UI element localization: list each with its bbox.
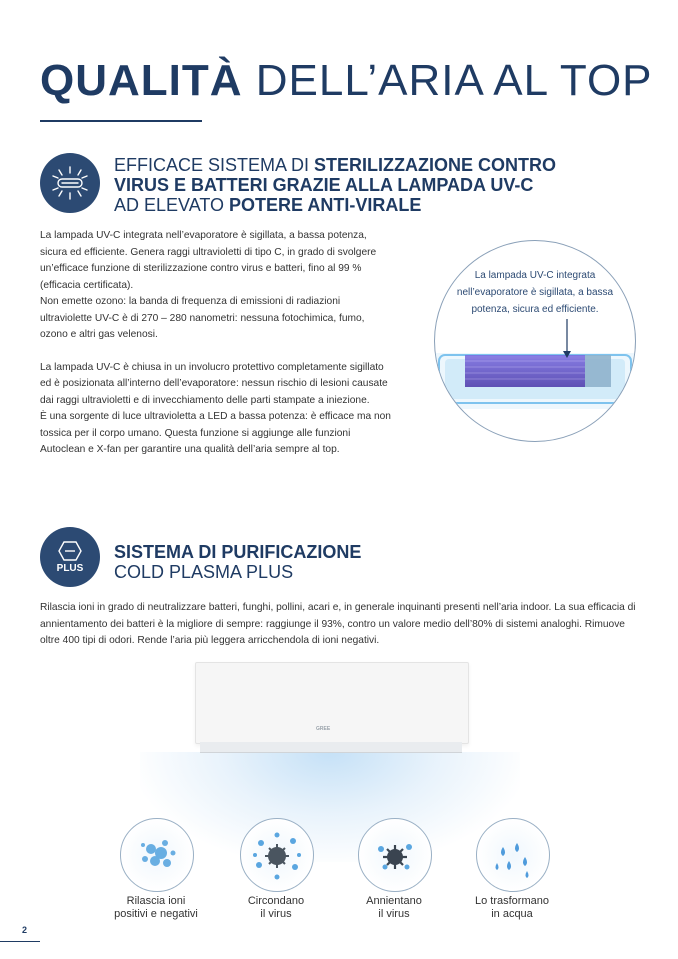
airflow-glow — [140, 752, 520, 862]
ions-icon — [121, 819, 193, 891]
step-4-line-2: in acqua — [491, 908, 533, 920]
water-drops-icon — [477, 819, 549, 891]
step-bubble-destroy — [358, 818, 432, 892]
page-number: 2 — [22, 925, 28, 935]
plasma-paragraph: Rilascia ioni in grado di neutralizzare batteri, funghi, pollini, acari e, in generale inquinanti presenti nell’aria indoor. La sua efficacia di annientamento dei batteri è la migliore di sempre: raggiunge il 93%, contro un valore medio dell’80% di sistemi analoghi. Rimuove oltre 400 tipi di odori. Rende l’aria più leggera arricchendola di ioni negativi. — [40, 602, 636, 646]
virus-destroyed-icon — [359, 819, 431, 891]
step-2-line-2: il virus — [260, 908, 292, 920]
plasma-heading — [114, 542, 514, 582]
air-conditioner-vent — [200, 742, 462, 753]
step-bubble-surround — [240, 818, 314, 892]
step-bubble-ions — [120, 818, 194, 892]
uvc-paragraph-3: La lampada UV-C è chiusa in un involucro protettivo completamente sigillato ed è posizionata all’interno dell’evaporatore: nessun rischio di lesioni causate dai raggi ultravioletti e di invecchiamento delle parti stampate a iniezione. — [40, 361, 388, 406]
step-2-line-1: Circondano — [247, 895, 305, 907]
plasma-hexagon-icon — [58, 541, 82, 561]
evaporator-drawing — [435, 241, 635, 441]
uvc-heading-l1-light: EFFICACE SISTEMA DI — [114, 155, 315, 175]
uvc-body — [40, 228, 392, 459]
plasma-plus-icon — [40, 527, 100, 587]
step-3-line-2: il virus — [378, 908, 410, 920]
uvc-heading-l2: VIRUS E BATTERI GRAZIE ALLA LAMPADA UV-C — [114, 175, 534, 195]
air-conditioner-unit — [195, 662, 469, 744]
step-1-line-1: Rilascia ioni — [126, 895, 186, 907]
uvc-heading-l3-light: AD ELEVATO — [114, 195, 230, 215]
title-underline — [40, 120, 202, 122]
uvc-heading-l3-bold: POTERE ANTI-VIRALE — [229, 195, 422, 215]
step-caption-surround — [221, 895, 331, 921]
virus-surrounded-icon — [241, 819, 313, 891]
plasma-heading-light: COLD PLASMA PLUS — [114, 562, 294, 582]
uvc-callout-text: La lampada UV-C integrata nell’evaporatore è sigillata, a bassa potenza, sicura ed efficiente. — [456, 270, 614, 315]
uvc-paragraph-1: La lampada UV-C integrata nell’evaporatore è sigillata, a bassa potenza, sicura ed efficiente. Genera raggi ultravioletti di tipo C, in grado di svolgere un’efficace funzione di sterilizzazione contro virus e batteri, fino al 99 % (efficacia certificata). — [40, 230, 377, 291]
uvc-heading-l1-bold: STERILIZZAZIONE CONTRO — [314, 155, 557, 175]
step-1-line-2: positivi e negativi — [114, 908, 198, 920]
step-3-line-1: Annientano — [366, 895, 422, 907]
uvc-paragraph-4: È una sorgente di luce ultravioletta a LED a bassa potenza: è efficace ma non tossica per il corpo umano. Questa funzione si aggiunge alle funzioni Autoclean e X-fan per garantire una qualità dell’aria sempre al top. — [40, 411, 391, 455]
page-title-bold: QUALITÀ — [40, 56, 243, 105]
step-caption-destroy — [339, 895, 449, 921]
step-caption-ions — [101, 895, 211, 921]
page-title — [40, 56, 653, 106]
plasma-plus-label: PLUS — [56, 562, 84, 574]
page-number-rule — [0, 941, 40, 942]
uvc-lamp-illustration — [434, 240, 636, 442]
plasma-heading-bold: SISTEMA DI PURIFICAZIONE — [114, 542, 362, 562]
step-4-line-1: Lo trasformano — [475, 895, 549, 907]
step-bubble-water — [476, 818, 550, 892]
plasma-body — [40, 600, 640, 650]
uv-lamp-icon — [40, 153, 100, 213]
page-title-light: DELL’ARIA AL TOP — [255, 56, 653, 105]
step-caption-water — [457, 895, 567, 921]
brand-logo: GREE — [316, 726, 331, 732]
uvc-heading — [114, 155, 634, 215]
uvc-paragraph-2: Non emette ozono: la banda di frequenza di emissioni di radiazioni ultraviolette UV-C è di 270 – 280 nanometri: nessuna fotochimica, fumo, ozono e altri gas velenosi. — [40, 296, 365, 340]
